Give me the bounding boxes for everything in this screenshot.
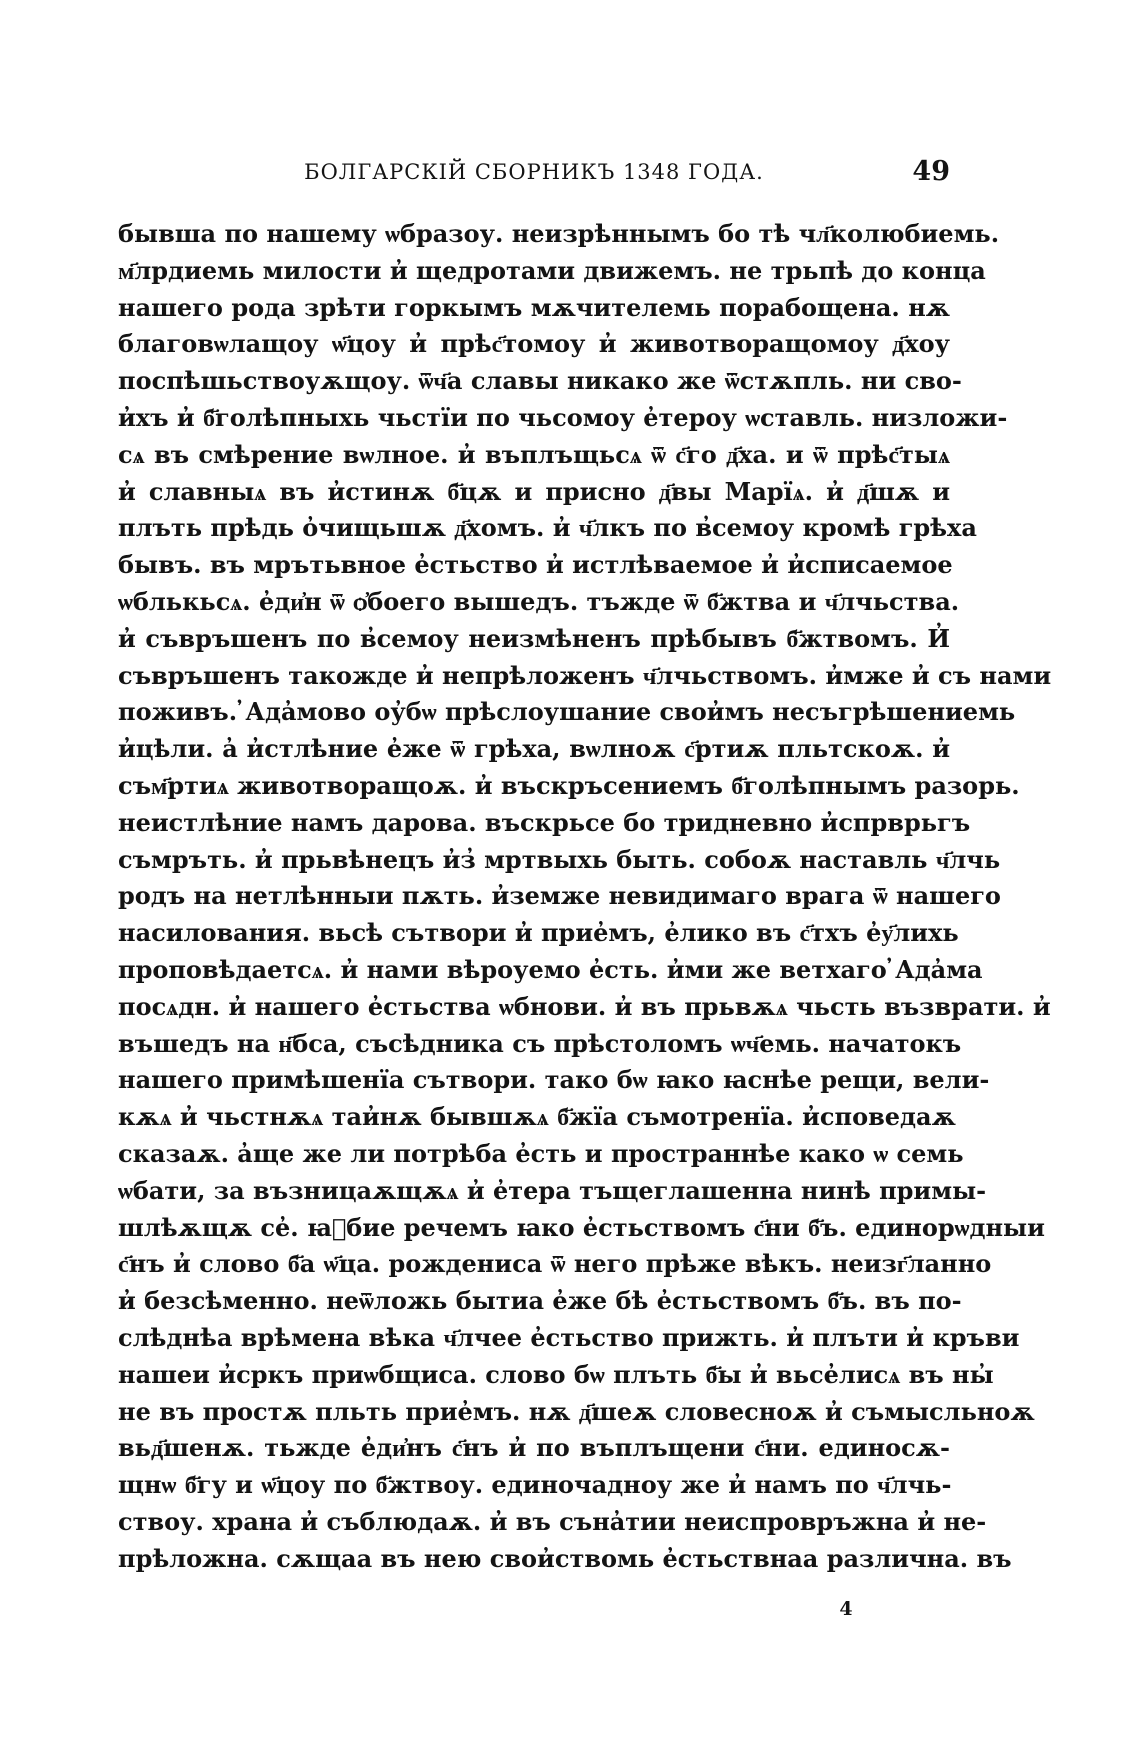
running-head [118,156,950,196]
text-line: поживъ. ̓Ада̓мово оу̓бѡ прѣслоушание свои̓мъ несъгрѣшениемь [118,697,1016,727]
text-line: поспѣшьствоуѫщоу. ѿч҃а славы никако же ѿстѫпль. ни сво- [118,366,962,396]
text-line: насилования. вьсѣ сътвори и̓ прие̓мъ, е̓лико въ с҃тхъ е̓у҃лихь [118,918,959,948]
text-line: и̓ безсѣменно. неѿложь бытиа е̓же бѣ е̓стьствомъ б҃ъ. въ по- [118,1286,962,1316]
text-line: с҃нъ и̓ слово б҃а ѡ҃ца. рождениса ѿ него прѣже вѣкъ. неизг҃ланно [118,1249,992,1279]
text-line: съм҃ртиѧ животворащоѫ. и̓ въскръсениемъ б҃голѣпнымъ разорь. [118,770,1020,800]
text-line: и̓ славныѧ въ и̓стинѫ б҃цѫ и присно д҃вы Марїѧ. и̓ д҃шѫ и [118,476,950,506]
text-line: не въ простѫ пльть прие̓мъ. нѫ д҃шеѫ словесноѫ и̓ съмысльноѫ [118,1396,1035,1426]
text-line: плъть прѣдь о̓чищьшѫ д҃хомъ. и̓ ч҃лкъ по в̓семоу кромѣ грѣха [118,513,977,543]
text-line: и̓цѣли. а̓ и̓стлѣние е̓же ѿ грѣха, вѡлноѫ с҃ртиѫ пльтскоѫ. и̓ [118,734,950,764]
text-line: неистлѣние намъ дарова. въскрьсе бо тридневно и̓спрврьгъ [118,807,971,837]
text-line: родъ на нетлѣнныи пѫть. и̓земже невидимаго врага ѿ нашего [118,881,1001,911]
text-line: сѧ въ смѣрение вѡлное. и̓ въплъщьсѧ ѿ с҃го д҃ха. и ѿ прѣс҃тыѧ [118,439,950,469]
body-text [118,216,1052,1577]
text-line: ѡбати, за възницаѫщѫѧ и̓ е̓тера тъщеглашенна нинѣ примы- [118,1175,987,1205]
text-line: слѣднѣа врѣмена вѣка ч҃лчее е̓стьство прижть. и̓ плъти и̓ кръви [118,1322,1020,1352]
text-line: и̓хъ и̓ б҃голѣпныхь чьстїи по чьсомоу е̓тероу ѡставль. низложи- [118,402,1008,432]
text-line: посѧдн. и̓ нашего е̓стьства ѡбнови. и̓ въ прьвѫѧ чьсть възврати. и̓ [118,991,1051,1021]
text-line: ѡблькьсѧ. е̓ди҆н ѿ ѻ̓боего вышедъ. тъжде ѿ б҃жтва и ч҃лчьства. [118,586,960,616]
text-line: съмръть. и̓ прьвѣнецъ и̓з̓ мртвыхь быть. собоѫ наставль ч҃лчь [118,844,1001,874]
text-line: прѣложна. сѫщаа въ нею свои̓ствомь е̓стьствнаа различна. въ [118,1543,1012,1573]
text-line: щнѡ б҃гу и ѡ҃цоу по б҃жтвоу. единочадноу же и̓ намъ по ч҃лчь- [118,1470,952,1500]
text-line: шлѣѫщѫ се̓. ꙗ҃бие речемъ ꙗко е̓стьствомъ с҃ни б҃ъ. единорѡдныи [118,1212,1045,1242]
text-line: сказаѫ. а̓ще же ли потрѣба е̓сть и пространнѣе како ѡ семь [118,1138,964,1168]
text-line: вьд҃шенѫ. тьжде е̓ди҆нъ с҃нъ и̓ по въплъщени с҃ни. единосѫ- [118,1433,950,1463]
text-line: съвръшенъ такожде и̓ непрѣложенъ ч҃лчьствомъ. и̓мже и̓ съ нами [118,660,1052,690]
text-line: нашеи и̓сркъ приѡбщиса. слово бѡ плъть б҃ы и̓ вьсе̓лисѧ въ ны̓ [118,1359,994,1389]
text-line: благовѡлащоу ѡ҃цоу и̓ прѣс҃томоу и̓ животворащомоу д҃хоу [118,329,950,359]
text-line: въшедъ на н҃бса, съсѣдника съ прѣстоломъ ѡч҃емь. начатокъ [118,1028,962,1058]
text-line: м҃лрдиемь милости и̓ щедротами движемъ. не трьпѣ до конца [118,255,986,285]
running-title: БОЛГАРСКІЙ СБОРНИКЪ 1348 ГОДА. [304,160,764,184]
text-line: нашего примѣшенїа сътвори. тако бѡ ꙗко ꙗснѣе рещи, вели- [118,1065,990,1095]
text-line: и̓ съвръшенъ по в̓семоу неизмѣненъ прѣбывъ б҃жтвомъ. И̓ [118,623,950,653]
text-line: нашего рода зрѣти горкымъ мѫчителемь порабощена. нѫ [118,292,950,322]
text-line: бывша по нашему ѡбразоу. неизрѣннымъ бо тѣ чл҃колюбиемь. [118,219,1000,248]
text-line: кѫѧ и̓ чьстнѫѧ таи̓нѫ бывшѫѧ б҃жїа съмотренїа. и̓споведаѫ [118,1102,956,1132]
text-line: ствоу. храна и̓ съблюдаѫ. и̓ въ съна̓тии неиспровръжна и̓ не- [118,1506,987,1536]
signature-mark: 4 [839,1598,853,1620]
page-number: 49 [912,156,950,187]
text-line: бывъ. въ мрътьвное е̓стьство и̓ истлѣваемое и̓ и̓списаемое [118,550,953,580]
text-line: проповѣдаетсѧ. и̓ нами вѣроуемо е̓сть. и̓ми же ветхаго ̓Ада̓ма [118,954,983,984]
